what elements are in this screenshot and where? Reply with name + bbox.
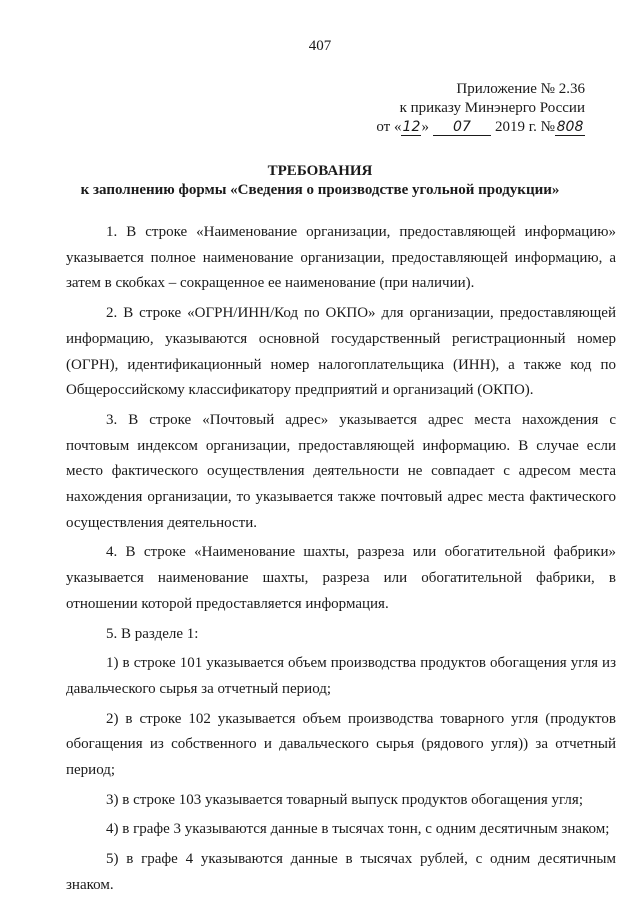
appendix-title: Приложение № 2.36 xyxy=(456,81,585,97)
document-title xyxy=(0,162,640,200)
date-day-close: » xyxy=(421,119,429,135)
list-item: 4) в графе 3 указываются данные в тысячах тонн, с одним десятичным знаком; xyxy=(106,821,610,838)
paragraph: 4. В строке «Наименование шахты, разреза или обогатительной фабрики» указывается наименование шахты, разреза или обогатительной фабрики, в отношении которой предоставляется информация. xyxy=(66,544,616,612)
page-number: 407 xyxy=(308,38,332,54)
appendix-date-line xyxy=(376,118,585,137)
list-item: 1) в строке 101 указывается объем производства продуктов обогащения угля из давальческого сырья за отчетный период; xyxy=(66,655,616,697)
paragraph: 1. В строке «Наименование организации, предоставляющей информацию» указывается полное наименование организации, предоставляющей информацию, а затем в скобках – сокращенное ее наименование (при наличии). xyxy=(66,224,616,292)
handwritten-day: 12 xyxy=(402,119,421,135)
handwritten-month: 07 xyxy=(433,120,491,136)
list-item: 3) в строке 103 указывается товарный выпуск продуктов обогащения угля; xyxy=(106,791,583,808)
date-year: 2019 г. № xyxy=(494,119,555,135)
handwritten-order-number: 808 xyxy=(556,119,584,135)
list-item: 5) в графе 4 указываются данные в тысячах рублей, с одним десятичным знаком. xyxy=(66,851,616,893)
title-heading: ТРЕБОВАНИЯ xyxy=(267,163,373,179)
paragraph: 2. В строке «ОГРН/ИНН/Код по ОКПО» для организации, предоставляющей информацию, указываются основной государственный регистрационный номер (ОГРН), идентификационный номер налогоплательщика (ИНН), а также код по Общероссийскому классификатору предприятий и организаций (ОКПО). xyxy=(66,305,616,399)
paragraph: 3. В строке «Почтовый адрес» указывается адрес места нахождения с почтовым индексом организации, предоставляющей информацию. В случае если место фактического осуществления деятельности не совпадает с адресом места нахождения организации, то указывается также почтовый адрес места фактического осуществления деятельности. xyxy=(66,411,616,531)
appendix-header xyxy=(376,80,585,137)
paragraph: 5. В разделе 1: xyxy=(106,625,199,642)
list-item: 2) в строке 102 указывается объем производства товарного угля (продуктов обогащения из собственного и давальческого сырья (рядового угля)) за отчетный период; xyxy=(66,710,616,779)
document-body xyxy=(66,220,616,899)
title-subheading: к заполнению формы «Сведения о производстве угольной продукции» xyxy=(80,182,560,198)
date-prefix: от « xyxy=(376,119,402,135)
appendix-order-ref: к приказу Минэнерго России xyxy=(399,100,585,116)
